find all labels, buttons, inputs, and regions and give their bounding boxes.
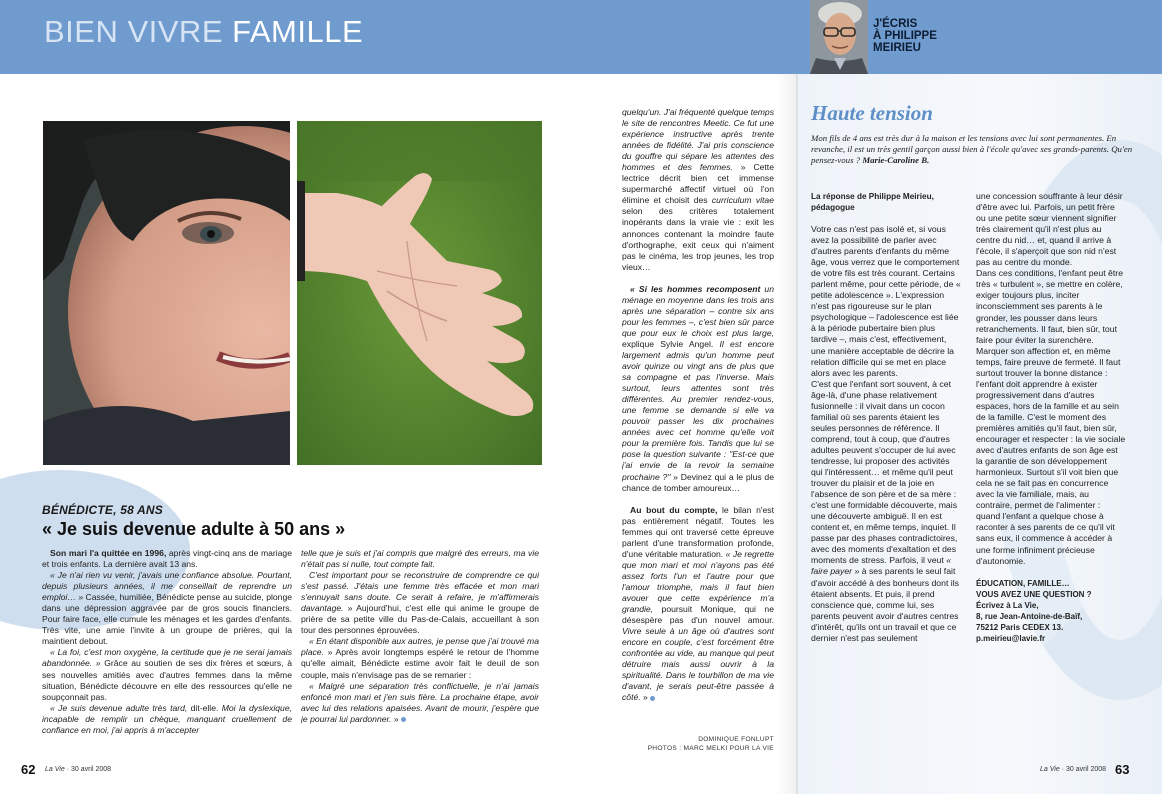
- spine-shadow: [776, 74, 798, 794]
- end-mark-icon: [650, 696, 655, 701]
- text: C'est que l'enfant sort souvent, à cet âge-là, d'une phase relativement fusionnelle : il vivait dans un cocon familial où ses parents étaient les seules personnes de référence. Il comprend, tout à coup, que d'autres adultes peuvent s'occuper de lui avec tendresse, lui proposer des activités qui l'intéressent… et même qu'il peut trouver du plaisir et de la joie en l'absence de son père et de sa mère : c'est une formidable découverte, mais une découverte ambiguë. Il en est content et, en même temps, inquiet. Il passe par des phases contradictoires, avec des moments d'exaltation et des moments de stress. Parfois, il veut: [811, 378, 958, 566]
- left-column-1: [42, 548, 292, 748]
- quote: « faire payer »: [811, 555, 952, 577]
- author-label-line3: MEIRIEU: [873, 42, 921, 54]
- page-number-left: 62: [21, 762, 36, 777]
- rubric-part1: BIEN VIVRE: [44, 14, 223, 49]
- lead-in: Son mari l'a quittée en 1996,: [50, 548, 167, 558]
- paragraph: [42, 647, 292, 702]
- text: Cassée, humiliée, Bénédicte pense au suicide, plonge dans une dépression aggravée par de gros soucis financiers. Pour faire face, elle cumule les ménages et les gardes d'enfants. Très vite, une amie l'invite à un groupe de prières, qui la maintient debout.: [42, 592, 292, 647]
- text: » Aujourd'hui, c'est elle qui anime le groupe de prière de sa petite ville du Pas-de-Calais, accueillant à son tour des personnes éprouvées.: [301, 603, 539, 636]
- paragraph: [301, 548, 539, 570]
- quote: « La foi, c'est mon oxygène, la certitude que je ne serai jamais abandonnée. »: [42, 647, 292, 669]
- contact-line: 8, rue Jean-Antoine-de-Baïf,: [976, 611, 1083, 621]
- quote: « Malgré une séparation très conflictuelle, je n'ai jamais enfoncé mon mari et j'en suis fière. La prochaine étape, avoir avec lui des relations apaisées. Avant de mourir, j'espère que je pourrai lui pardonner.: [301, 680, 539, 724]
- text: le bilan n'est pas entièrement négatif. Toutes les femmes qui ont traversé cette épreuve parlent d'une transformation profonde, d'une véritable maturation.: [622, 504, 774, 559]
- magazine-name: La Vie: [45, 766, 65, 773]
- contact-line: VOUS AVEZ UNE QUESTION ?: [976, 589, 1092, 599]
- right-column-1: [811, 191, 961, 751]
- credit-author: DOMINIQUE FONLUPT: [698, 736, 774, 743]
- paragraph: [42, 548, 292, 570]
- author-label-line1: J'ÉCRIS: [873, 18, 918, 30]
- question-signature: Marie-Caroline B.: [862, 155, 930, 165]
- paragraph: [42, 703, 292, 736]
- paragraph: [301, 570, 539, 636]
- photo-hand-drawing: [297, 121, 542, 465]
- photo-open-hand: [297, 121, 542, 465]
- paragraph: [811, 379, 961, 644]
- quote: « En étant disponible aux autres, je pense que j'ai trouvé ma place.: [301, 636, 539, 658]
- author-label: [873, 18, 937, 54]
- text: poursuit Monique, qui ne désespère pas d'un nouvel amour.: [622, 604, 774, 626]
- article-headline: « Je suis devenue adulte à 50 ans »: [42, 519, 346, 539]
- author-label-line2: À PHILIPPE: [873, 30, 937, 42]
- contact-box: [976, 578, 1126, 644]
- quote: Moi la dyslexique, incapable de remplir un chèque, manquant cruellement de confiance en moi, j'ai appris à m'accepter: [42, 702, 292, 735]
- right-article-title: Haute tension: [811, 101, 933, 125]
- left-column-2: [301, 548, 539, 748]
- right-column-2: [976, 191, 1126, 751]
- contact-email[interactable]: p.meirieu@lavie.fr: [976, 633, 1046, 643]
- text: explique Sylvie Angel.: [622, 338, 720, 349]
- reader-question: [811, 133, 1141, 166]
- contact-line: 75212 Paris CEDEX 13.: [976, 622, 1064, 632]
- photo-woman-face: [43, 121, 290, 465]
- text: » Cette lectrice décrit bien cet immense supermarché affectif virtuel où l'on élimine et choisit des: [622, 162, 774, 206]
- text: après vingt-cinq ans de mariage et trois enfants. La dernière avait 13 ans.: [42, 548, 292, 570]
- quote: « Je n'ai rien vu venir, j'avais une confiance absolue. Pourtant, depuis plusieurs années, il me conseillait de reprendre un emploi… »: [42, 570, 292, 603]
- question-text: Mon fils de 4 ans est très dur à la maison et les tensions avec lui sont permanentes. En revanche, il est un très gentil garçon aussi bien à l'école qu'avec ses grands-parents. Qu'en pensez-vous ?: [811, 133, 1133, 165]
- quote: Vivre seule à un âge où d'autres sont encore en couple, c'est forcément être confrontée au vide, au manque qui peut détruire mais aussi ouvrir à la spiritualité. Dans le tourbillon de ma vie d'avant, je serais peut-être passée à côté.: [622, 626, 774, 703]
- quote: quelqu'un. J'ai fréquenté quelque temps le site de rencontres Meetic. Ce fut une expérience instructive après trente années de fidélité. J'ai pris conscience du gouffre qui sépare les attentes des hommes et des femmes.: [622, 107, 774, 173]
- text: Grâce au soutien de ses dix frères et sœurs, à ses nouvelles amitiés avec d'autres femmes dans la même situation, Bénédicte découvre en elle des ressources qu'elle ne soupçonnait pas.: [42, 658, 292, 702]
- paragraph: Votre cas n'est pas isolé et, si vous avez la possibilité de parler avec d'autres parents d'enfants du même âge, vous verrez que le comportement de votre fils est très courant. Certains parlent même, pour cette période, de « petite adolescence ». L'expression n'est pas rigoureuse sur le plan psychologique – l'adolescence est liée à la période pubertaire bien plus tardive –, mais c'est, effectivement, une manière acceptable de décrire la relation difficile qui se met en place alors avec les parents.: [811, 224, 961, 378]
- rubric-part2: FAMILLE: [232, 14, 364, 49]
- paragraph: [622, 284, 774, 494]
- quote: Il est encore largement admis qu'un homme peut avoir quinze ou vingt ans de plus que sa compagne et pas l'inverse. Mais surtout, leurs attentes sont très différentes. Au premier rendez-vous, une femme se demande si elle va pouvoir passer les dix prochaines années avec cet homme qu'elle voit pour la première fois. Tandis que lui se pose la question suivante : "Est-ce que j'ai envie de la revoir la semaine prochaine ?": [622, 338, 774, 482]
- quote: « Je regrette que mon mari et moi n'ayons pas été assez forts l'un et l'autre pour que l'amour triomphe, mais il faut bien avouer que cette expérience m'a grandie,: [622, 548, 774, 615]
- credit-photos: PHOTOS : MARC MELKI POUR LA VIE: [647, 745, 774, 752]
- lead-in: « Si les hommes recomposent: [630, 283, 761, 294]
- footer-left: [45, 766, 111, 773]
- contact-line: Écrivez à La Vie,: [976, 600, 1039, 610]
- footer-right: [1040, 766, 1106, 773]
- end-mark-icon: [401, 717, 406, 722]
- paragraph: [301, 636, 539, 680]
- magazine-name: La Vie: [1040, 766, 1060, 773]
- quote: telle que je suis et j'ai compris que malgré des erreurs, ma vie n'était pas si nulle, tout compte fait.: [301, 548, 539, 570]
- text: »: [640, 692, 648, 703]
- text: à ses parents le seul fait d'avoir accédé à des bonheurs dont ils étaient absents. Et puis, il prend conscience que, comme lui, ses parents peuvent avoir d'autres centres d'intérêt, qu'ils ont un travail et que ce dernier n'est pas seulement: [811, 566, 959, 643]
- quote: curriculum vitae: [711, 195, 774, 206]
- paragraph: Dans ces conditions, l'enfant peut être très « turbulent », se mettre en colère, exiger toujours plus, inciter inconsciemment ses parents à le gronder, les pousser dans leurs retranchements. Il faut, bien sûr, tout faire pour éviter la surenchère. Marquer son affection et, en même temps, faire preuve de fermeté. Il faut surtout trouver la bonne distance : l'enfant doit apprendre à exister progressivement dans d'autres espaces, hors de la famille et au sein de la famille. C'est le moment des premières amitiés qu'il faut, bien sûr, encourager et respecter : la vie sociale avec d'autres enfants de son âge est la garantie de son développement harmonieux. Surtout s'il voit bien que cela ne se fait pas en concurrence avec la vie familiale, mais, au contraire, permet de l'alimenter : quand l'enfant a quelque chose à raconter à ses parents de ce qu'il vit sans eux, il commence à accéder à une forme infiniment précieuse d'autonomie.: [976, 268, 1126, 566]
- text: »: [391, 713, 399, 724]
- issue-date: · 30 avril 2008: [66, 766, 112, 773]
- author-portrait: [810, 0, 868, 74]
- section-rubric: [44, 14, 363, 50]
- quote: un ménage en moyenne dans les trois ans après une séparation – contre six ans pour les femmes –, c'est bien sûr parce que pour eux le choix est plus large,: [622, 283, 774, 338]
- paragraph: [42, 570, 292, 647]
- paragraph: [622, 505, 774, 704]
- author-portrait-drawing: [810, 0, 868, 74]
- paragraph: [301, 681, 539, 725]
- quote: C'est important pour se reconstruire de comprendre ce qui s'est passé. J'étais une femme très effacée et mon mari s'ennuyait sans doute. Ce serait à refaire, je m'affirmerais davantage.: [301, 570, 539, 614]
- quote: « Je suis devenue adulte très tard,: [50, 702, 188, 713]
- paragraph: [622, 107, 774, 273]
- middle-column: [622, 107, 774, 747]
- text: dit-elle.: [187, 702, 222, 713]
- lead-in: Au bout du compte,: [630, 504, 718, 515]
- contact-line: ÉDUCATION, FAMILLE…: [976, 578, 1070, 588]
- text: selon des critères totalement inopérants dans la vraie vie : exit les annonces contenant la moindre faute d'orthographe, exit ceux qui n'aiment pas le cinéma, les trop jeunes, les trop vieux…: [622, 206, 774, 272]
- credits: [622, 735, 774, 753]
- response-heading: La réponse de Philippe Meirieu, pédagogue: [811, 192, 934, 212]
- text: » Devinez qui a le plus de chance de tomber amoureux…: [622, 471, 774, 493]
- paragraph: une concession souffrante à leur désir d'être avec lui. Parfois, un petit frère ou une petite sœur viennent signifier très clairement qu'il n'est plus au centre du nid… et, quand il arrive à l'école, il s'aperçoit que son nid n'est pas au centre du monde.: [976, 191, 1123, 268]
- text: » Après avoir longtemps espéré le retour de l'homme qu'elle aimait, Bénédicte estime avoir fait le deuil de son couple, mais n'envisage pas de se remarier :: [301, 647, 539, 680]
- issue-date: · 30 avril 2008: [1061, 766, 1107, 773]
- photo-woman-drawing: [43, 121, 290, 465]
- person-name: BÉNÉDICTE, 58 ANS: [42, 503, 163, 517]
- page-number-right: 63: [1115, 762, 1130, 777]
